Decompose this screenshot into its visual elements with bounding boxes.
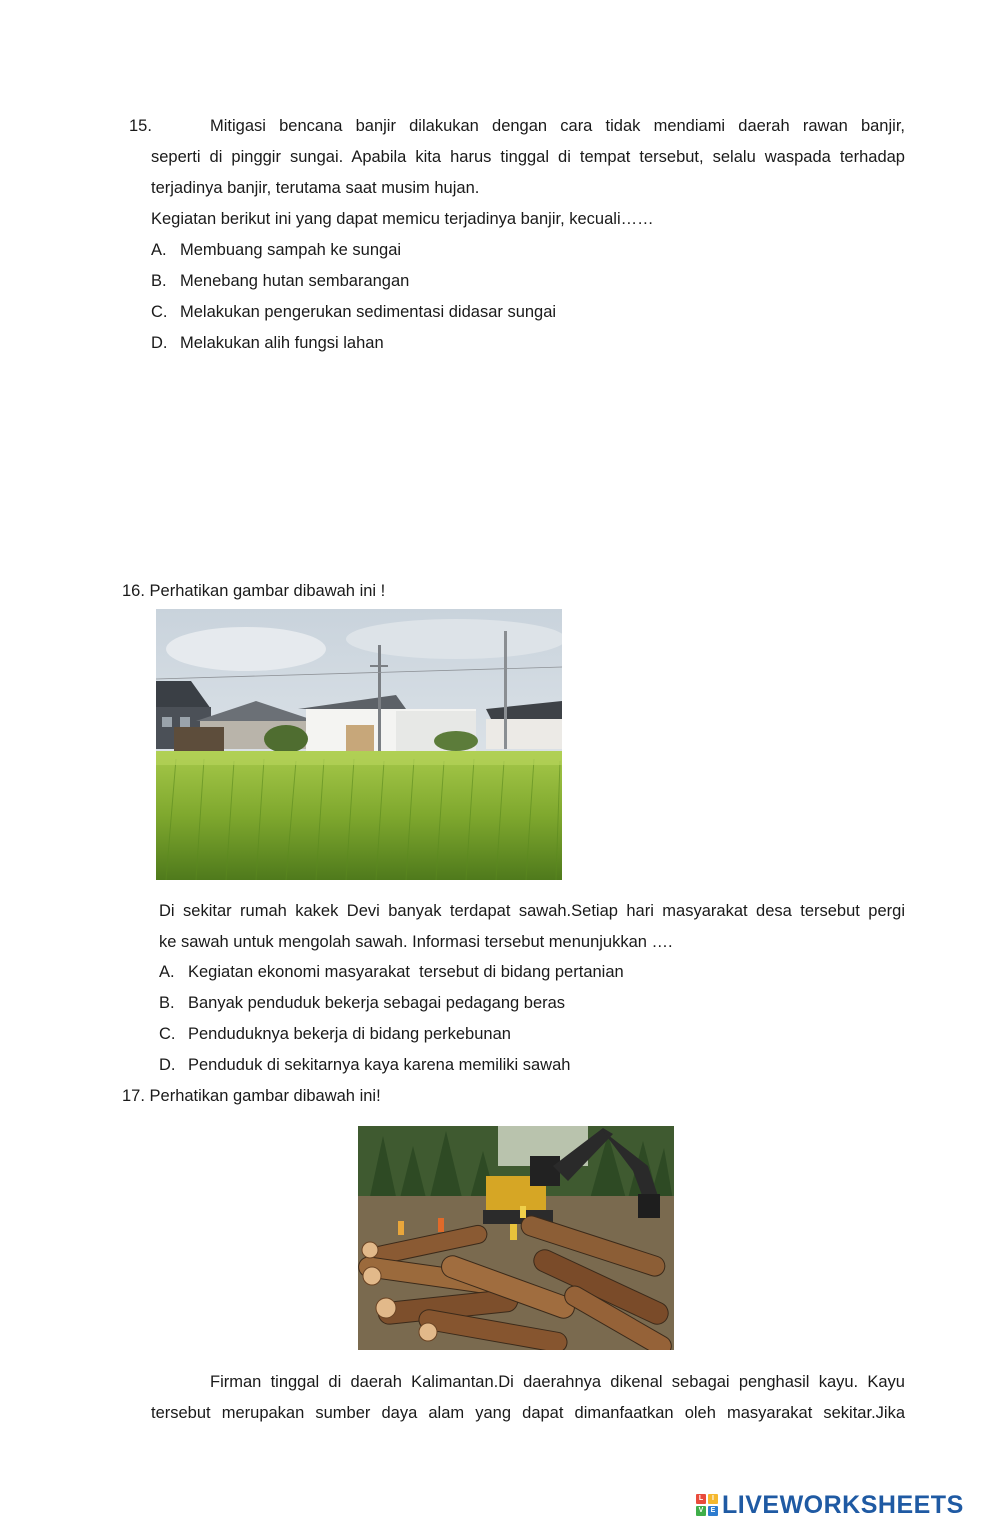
- option-letter: C.: [151, 303, 168, 321]
- q16-option-c[interactable]: [159, 1024, 511, 1044]
- q16-line2: ke sawah untuk mengolah sawah. Informasi tersebut menunjukkan ….: [159, 933, 673, 951]
- q15-option-c[interactable]: [151, 302, 556, 322]
- logging-illustration: [358, 1126, 674, 1350]
- logging-photo: [358, 1126, 674, 1350]
- option-letter: B.: [151, 272, 167, 290]
- option-text: Membuang sampah ke sungai: [180, 241, 402, 259]
- q16-line1: Di sekitar rumah kakek Devi banyak terdapat sawah.Setiap hari masyarakat desa tersebut pergi: [159, 902, 905, 920]
- liveworksheets-logo[interactable]: [696, 1487, 996, 1523]
- option-text: Penduduknya bekerja di bidang perkebunan: [188, 1025, 511, 1043]
- option-letter: D.: [159, 1056, 176, 1074]
- q15-option-b[interactable]: [151, 271, 409, 291]
- q15-line3: terjadinya banjir, terutama saat musim hujan.: [151, 179, 480, 197]
- option-text: Banyak penduduk bekerja sebagai pedagang beras: [188, 994, 566, 1012]
- option-letter: C.: [159, 1025, 176, 1043]
- q16-option-b[interactable]: [159, 993, 565, 1013]
- q17-heading: 17. Perhatikan gambar dibawah ini!: [122, 1087, 381, 1105]
- q15-number: 15.: [129, 117, 152, 135]
- option-letter: B.: [159, 994, 175, 1012]
- rice-field-photo: [156, 609, 562, 880]
- q15-line2: seperti di pinggir sungai. Apabila kita harus tinggal di tempat tersebut, selalu waspada terhadap: [151, 148, 905, 166]
- q16-heading: 16. Perhatikan gambar dibawah ini !: [122, 582, 386, 600]
- logo-squares-icon: [696, 1494, 718, 1516]
- q16-option-d[interactable]: [159, 1055, 570, 1075]
- logo-square: L: [696, 1494, 706, 1504]
- option-letter: A.: [159, 963, 175, 981]
- option-text: Melakukan alih fungsi lahan: [180, 334, 384, 352]
- option-text: Melakukan pengerukan sedimentasi didasar sungai: [180, 303, 557, 321]
- q15-line1: Mitigasi bencana banjir dilakukan dengan cara tidak mendiami daerah rawan banjir,: [210, 117, 905, 135]
- option-text: Menebang hutan sembarangan: [180, 272, 410, 290]
- q15-question: Kegiatan berikut ini yang dapat memicu terjadinya banjir, kecuali……: [151, 210, 654, 228]
- q17-line2: tersebut merupakan sumber daya alam yang dapat dimanfaatkan oleh masyarakat sekitar.Jika: [151, 1404, 905, 1422]
- option-text: Penduduk di sekitarnya kaya karena memiliki sawah: [188, 1056, 571, 1074]
- logo-square: V: [696, 1506, 706, 1516]
- option-letter: A.: [151, 241, 167, 259]
- q15-option-a[interactable]: [151, 240, 401, 260]
- rice-field-illustration: [156, 609, 562, 880]
- q16-option-a[interactable]: [159, 962, 624, 982]
- q15-option-d[interactable]: [151, 333, 384, 353]
- option-text: Kegiatan ekonomi masyarakat tersebut di bidang pertanian: [188, 963, 624, 981]
- logo-square: E: [708, 1506, 718, 1516]
- option-letter: D.: [151, 334, 168, 352]
- logo-square: I: [708, 1494, 718, 1504]
- logo-text: LIVEWORKSHEETS: [722, 1490, 964, 1519]
- q17-line1: Firman tinggal di daerah Kalimantan.Di daerahnya dikenal sebagai penghasil kayu. Kayu: [210, 1373, 905, 1391]
